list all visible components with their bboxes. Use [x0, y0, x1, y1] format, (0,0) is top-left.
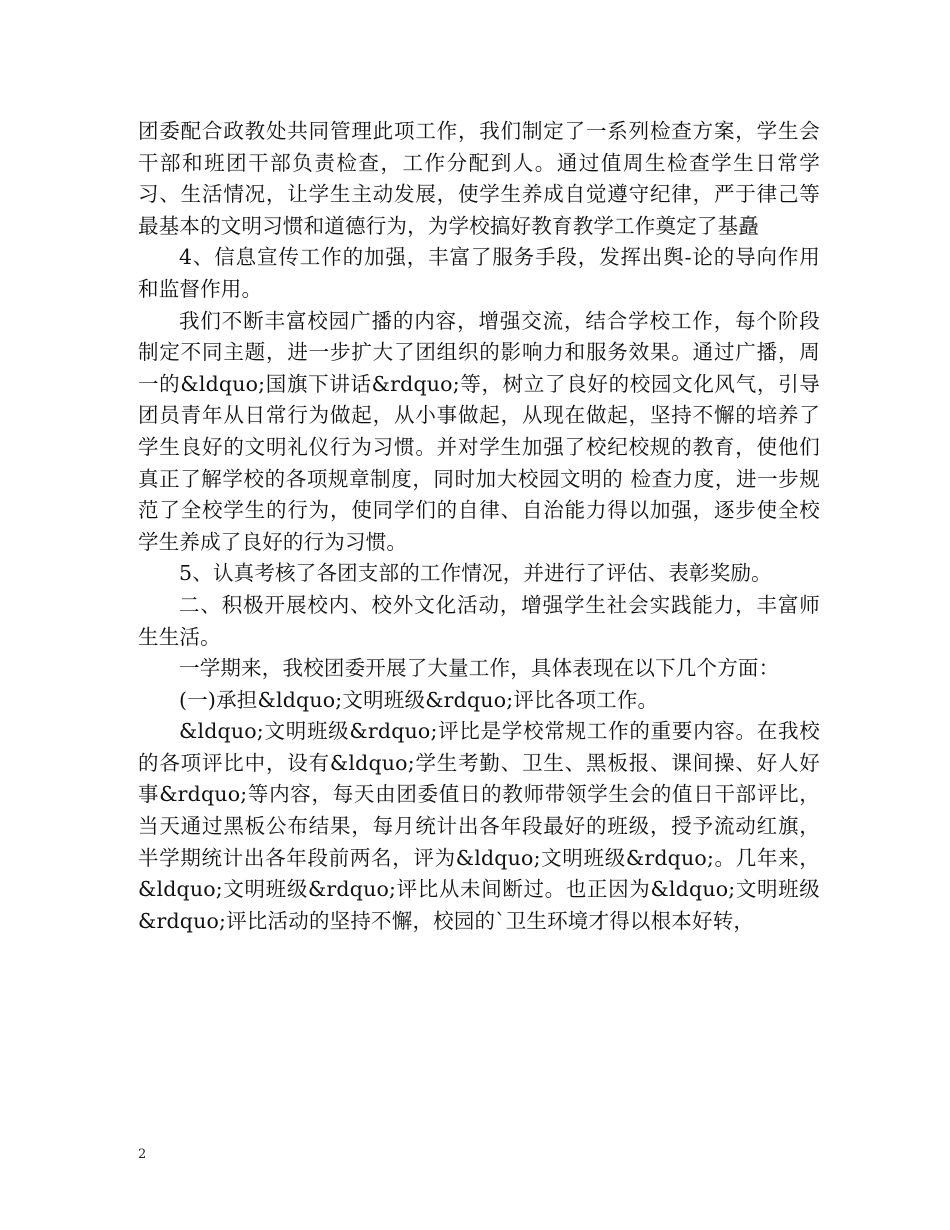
document-body — [138, 116, 820, 937]
paragraph-5: 二、积极开展校内、校外文化活动，增强学生社会实践能力，丰富师生生活。 — [138, 592, 820, 649]
paragraph-6: 一学期来，我校团委开展了大量工作，具体表现在以下几个方面： — [179, 656, 780, 681]
paragraph-2: 4、信息宣传工作的加强，丰富了服务手段，发挥出舆-论的导向作用和监督作用。 — [138, 245, 820, 301]
paragraph-4: 5、认真考核了各团支部的工作情况，并进行了评估、表彰奖励。 — [179, 561, 772, 586]
paragraph-1: 团委配合政教处共同管理此项工作，我们制定了一系列检查方案，学生会干部和班团干部负责检查，工作分配到人。通过值周生检查学生日常学习、生活情况，让学生主动发展，使学生养成自觉遵守纪律，严于律己等最基本的文明习惯和道德行为，为学校搞好教育教学工作奠定了基矗 — [138, 119, 820, 238]
paragraph-7: (一)承担&ldquo;文明班级&rdquo;评比各项工作。 — [179, 687, 659, 712]
paragraph-8: &ldquo;文明班级&rdquo;评比是学校常规工作的重要内容。在我校的各项评比中，设有&ldquo;学生考勤、卫生、黑板报、课间操、好人好事&rdquo;等内容，每天由团委值日的教师带领学生会的值日干部评比，当天通过黑板公布结果，每月统计出各年段最好的班级，授予流动红旗，半学期统计出各年段前两名，评为&ldquo;文明班级&rdquo;。几年来，&ldquo;文明班级&rdquo;评比从未间断过。也正因为&ldquo;文明班级&rdquo;评比活动的坚持不懈，校园的`卫生环境才得以根本好转， — [138, 719, 820, 933]
paragraph-3: 我们不断丰富校园广播的内容，增强交流，结合学校工作，每个阶段制定不同主题，进一步扩大了团组织的影响力和服务效果。通过广播，周一的&ldquo;国旗下讲话&rdquo;等，树立了良好的校园文化风气，引导团员青年从日常行为做起，从小事做起，从现在做起，坚持不懈的培养了学生良好的文明礼仪行为习惯。并对学生加强了校纪校规的教育，使他们真正了解学校的各项规章制度，同时加大校园文明的 检查力度，进一步规范了全校学生的行为，使同学们的自律、自治能力得以加强，逐步使全校学生养成了良好的行为习惯。 — [138, 308, 820, 554]
page-number: 2 — [138, 1147, 147, 1162]
